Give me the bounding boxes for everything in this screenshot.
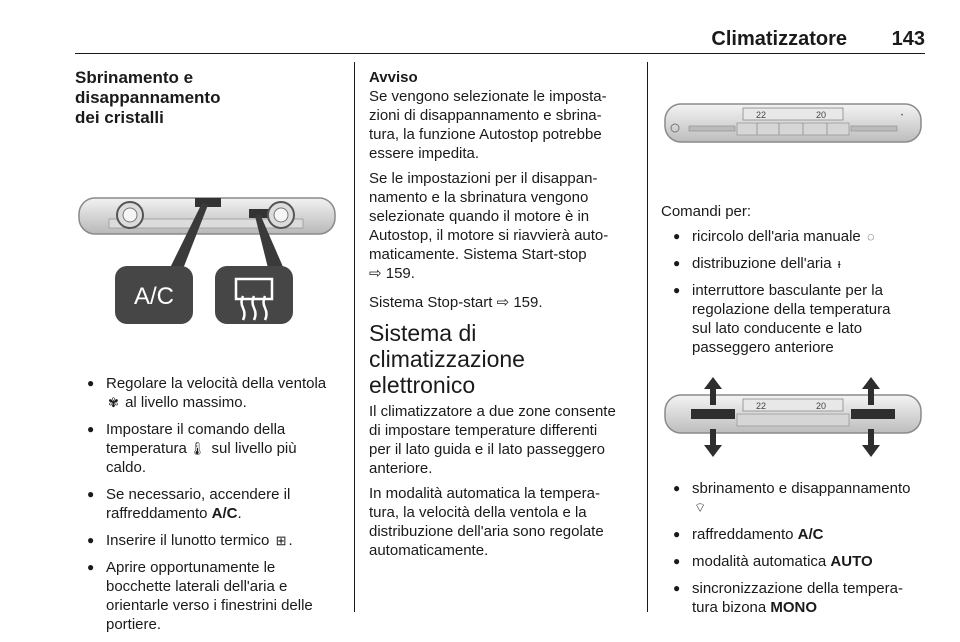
defrost-steps-list: [75, 374, 343, 634]
notice-paragraph: Se vengono selezionate le imposta- zioni di disappannamento e sbrina- tura, la funzione Autostop potrebbe essere impedita.: [369, 88, 607, 162]
list-item: ● Regolare la velocità della ventola ✾ al livello massimo.: [75, 374, 343, 412]
recirculation-icon: ◌: [866, 229, 875, 244]
windscreen-defrost-icon: ⌔: [694, 500, 707, 515]
list-item: ● ricircolo dell'aria manuale ◌: [661, 227, 929, 246]
reference-line: Sistema Stop-start ⇨ 159.: [369, 294, 543, 311]
page-ref-arrow-icon: ⇨: [496, 294, 510, 311]
body-paragraph: Il climatizzatore a due zone consente di impostare temperature differenti per il lato guida e il lato passeggero anteriore.: [369, 403, 616, 477]
svg-text:22: 22: [756, 110, 767, 120]
column-1: [75, 68, 343, 642]
list-item: ● Se necessario, accendere il raffreddamento A/C.: [75, 485, 343, 523]
body-paragraph: In modalità automatica la tempera- tura, la velocità della ventola e la distribuzione dell'aria sono regolate automaticamente.: [369, 485, 604, 559]
list-item: ● Aprire opportunamente le bocchette laterali dell'aria e orientarle verso i finestrini delle portiere.: [75, 558, 343, 634]
section-heading: Sbrinamento e disappannamento dei cristalli: [75, 68, 221, 127]
list-item: ● Inserire il lunotto termico ⊞ .: [75, 531, 343, 550]
page-ref-link[interactable]: 159.: [513, 294, 543, 311]
rear-window-heater-icon: ⊞: [275, 533, 287, 548]
svg-text:20: 20: [816, 401, 827, 411]
list-item: ● sincronizzazione della tempera- tura bizona MONO: [661, 579, 929, 617]
column-2: [369, 68, 637, 566]
list-item: ● sbrinamento e disappannamento ⌔: [661, 479, 929, 517]
ac-button-label: A/C: [133, 283, 175, 310]
svg-text:20: 20: [816, 110, 827, 120]
chapter-title: Climatizzatore: [711, 28, 847, 50]
column-divider: [647, 62, 648, 612]
page-ref-link[interactable]: 159.: [385, 265, 415, 282]
column-3: [661, 68, 929, 625]
climate-panel-figure: [661, 96, 925, 168]
list-item: ● distribuzione dell'aria ᵻ: [661, 254, 929, 273]
svg-text:•: •: [901, 113, 904, 119]
list-item: ● raffreddamento A/C: [661, 525, 929, 544]
temperature-icon: 🌡: [188, 441, 206, 456]
list-item: ● interruttore basculante per la regolazione della temperatura sul lato conducente e lato passeggero anteriore: [661, 281, 929, 357]
notice-title: Avviso: [369, 69, 418, 86]
list-item: ● modalità automatica AUTO: [661, 552, 929, 571]
column-divider: [354, 62, 355, 612]
page-number: 143: [891, 28, 925, 50]
svg-text:22: 22: [756, 401, 767, 411]
list-item: ● Impostare il comando della temperatura 🌡 sul livello più caldo.: [75, 420, 343, 477]
defrost-panel-figure: [75, 192, 337, 332]
commands-list: [661, 227, 929, 357]
commands-list-2: [661, 479, 929, 617]
commands-intro: Comandi per:: [661, 203, 752, 220]
page-header: [75, 28, 925, 52]
section-heading: Sistema di climatizzazione elettronico: [369, 320, 525, 398]
fan-icon: ✾: [108, 395, 119, 410]
page-ref-arrow-icon: ⇨: [369, 265, 382, 282]
notice-paragraph: Se le impostazioni per il disappan- namento e la sbrinatura vengono selezionate quando il motore è in Autostop, il motore si riavvierà auto- maticamente. Sistema Start-stop ⇨ 159.: [369, 170, 609, 282]
temperature-rocker-figure: [661, 377, 925, 457]
header-rule: [75, 53, 925, 54]
air-distribution-icon: ᵻ: [837, 256, 841, 271]
